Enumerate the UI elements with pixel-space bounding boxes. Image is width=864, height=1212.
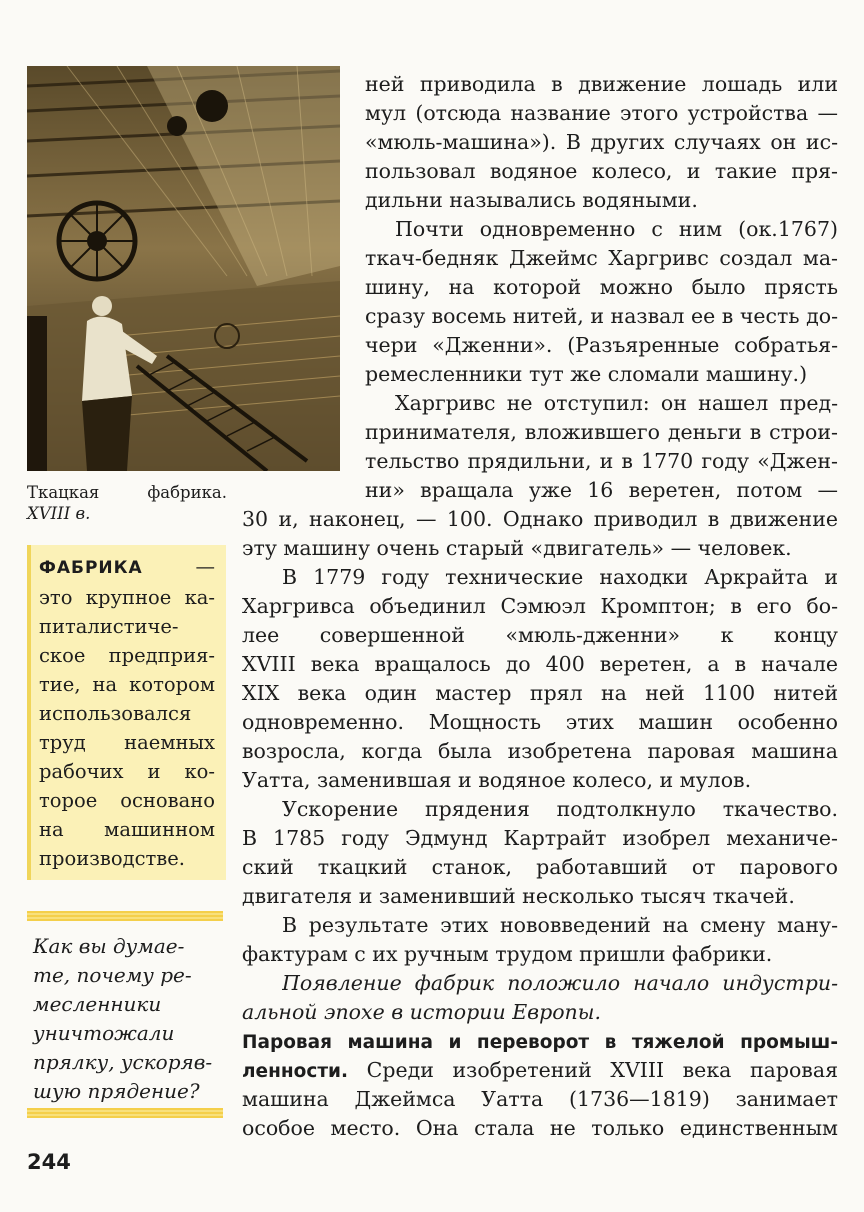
definition-line: питалистиче- xyxy=(39,615,179,638)
definition-line: на машинном xyxy=(39,818,215,841)
section-heading-line-2 xyxy=(242,1056,838,1085)
text-line: XIX века один мастер прял на ней 1100 нитей xyxy=(242,681,838,705)
text-line: дильни назывались водяными. xyxy=(365,188,698,212)
text-line: тельство прядильни, и в 1770 году «Джен- xyxy=(365,449,838,473)
text-line: ремесленники тут же сломали машину.) xyxy=(365,362,808,386)
text-line: принимателя, вложившего деньги в строи- xyxy=(365,420,838,444)
definition-line: труд наемных xyxy=(39,731,215,754)
figure-caption xyxy=(27,482,227,524)
page-number: 244 xyxy=(27,1150,71,1174)
text-line: двигателя и заменивший несколько тысяч ткачей. xyxy=(242,884,795,908)
definition-text xyxy=(39,552,215,873)
text-line: ткач-бедняк Джеймс Харгривс создал ма- xyxy=(365,246,838,270)
text-line: одновременно. Мощность этих машин особенно xyxy=(242,710,838,734)
text-line: ней приводила в движение лошадь или xyxy=(365,72,838,96)
caption-word-2: фабрика. xyxy=(147,483,227,502)
definition-term: ФАБРИКА xyxy=(39,558,143,578)
question-line: прялку, ускоряв- xyxy=(33,1050,213,1074)
text-line-italic: Появление фабрик положило начало индустри- xyxy=(282,971,838,995)
text-line: шину, на которой можно было прясть xyxy=(365,275,838,299)
question-line: уничтожали xyxy=(33,1021,175,1045)
text-line: лее совершенной «мюль-дженни» к концу xyxy=(242,623,838,647)
definition-dash: — xyxy=(195,555,215,578)
question-line: те, почему ре- xyxy=(33,963,192,987)
text-line: фактурам с их ручным трудом пришли фабрики. xyxy=(242,942,773,966)
question-line: шую прядение? xyxy=(33,1079,200,1103)
text-line: Почти одновременно с ним (ок.1767) xyxy=(395,217,838,241)
text-line: мул (отсюда название этого устройства — xyxy=(365,101,838,125)
text-line: возросла, когда была изобретена паровая машина xyxy=(242,739,838,763)
factory-illustration xyxy=(27,66,340,471)
question-bottom-stripe xyxy=(27,1108,223,1118)
text-line: XVIII века вращалось до 400 веретен, а в начале xyxy=(242,652,838,676)
caption-word-1: Ткацкая xyxy=(27,483,100,502)
definition-line: использовался xyxy=(39,702,192,725)
text-line: «мюль-машина»). В других случаях он ис- xyxy=(365,130,838,154)
section-heading-end: ленности. xyxy=(242,1061,349,1082)
question-text xyxy=(33,932,223,1106)
factory-engraving-image xyxy=(27,66,340,471)
text-line: машина Джеймса Уатта (1736—1819) занимает xyxy=(242,1087,838,1111)
definition-line: это крупное ка- xyxy=(39,586,215,609)
text-line: ский ткацкий станок, работавший от парового xyxy=(242,855,838,879)
section-heading: Паровая машина и переворот в тяжелой промыш- xyxy=(242,1032,838,1053)
definition-line: ское предприя- xyxy=(39,644,215,667)
definition-line: рабочих и ко- xyxy=(39,760,215,783)
text-line: Харгривса объединил Сэмюэл Кромптон; в его бо- xyxy=(242,594,838,618)
text-line: Харгривс не отступил: он нашел пред- xyxy=(395,391,838,415)
question-top-stripe xyxy=(27,911,223,921)
text-line: Ускорение прядения подтолкнуло ткачество. xyxy=(282,797,838,821)
question-line: месленники xyxy=(33,992,162,1016)
section-text-start: Среди изобретений XVIII века паровая xyxy=(348,1058,838,1082)
text-line: особое место. Она стала не только единственным xyxy=(242,1116,838,1140)
text-line: В 1779 году технические находки Аркрайта и xyxy=(282,565,838,589)
text-line: В 1785 году Эдмунд Картрайт изобрел механиче- xyxy=(242,826,838,850)
question-line: Как вы думае- xyxy=(33,934,185,958)
text-line: Уатта, заменившая и водяное колесо, и мулов. xyxy=(242,768,752,792)
text-line: пользовал водяное колесо, и такие пря- xyxy=(365,159,838,183)
text-line: сразу восемь нитей, и назвал ее в честь до- xyxy=(365,304,838,328)
text-line: 30 и, наконец, — 100. Однако приводил в движение xyxy=(242,507,838,531)
caption-century: XVIII в. xyxy=(27,504,91,523)
definition-line: производстве. xyxy=(39,847,186,870)
text-line: чери «Дженни». (Разъяренные собратья- xyxy=(365,333,838,357)
definition-line: торое основано xyxy=(39,789,215,812)
text-line: эту машину очень старый «двигатель» — человек. xyxy=(242,536,792,560)
text-line: В результате этих нововведений на смену ману- xyxy=(282,913,838,937)
text-line-italic: альной эпохе в истории Европы. xyxy=(242,1000,601,1024)
definition-term-line xyxy=(39,552,215,583)
text-line: ни» вращала уже 16 веретен, потом — xyxy=(365,478,838,502)
definition-line: тие, на котором xyxy=(39,673,215,696)
section-heading-line xyxy=(242,1027,838,1056)
